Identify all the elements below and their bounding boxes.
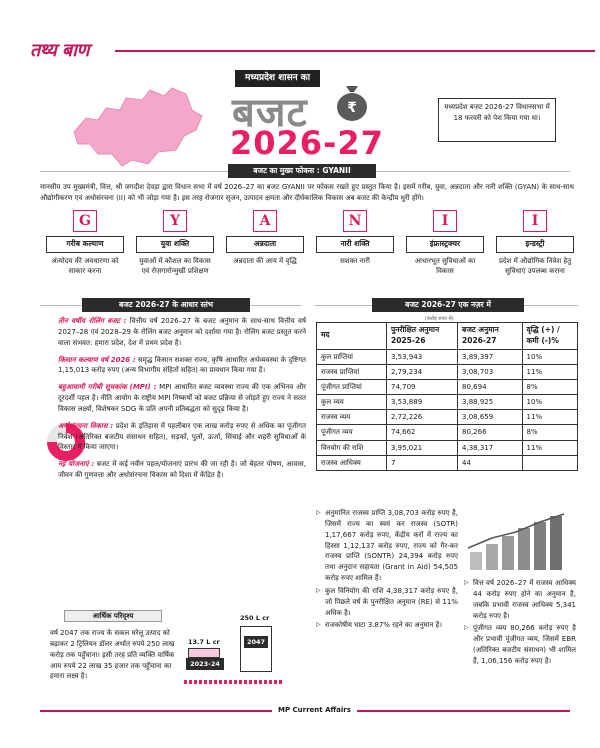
vision-text: वर्ष 2047 तक राज्य के सकल घरेलू उत्पाद को बढ़ाकर 2 ट्रिलियन डॉलर अर्थात रुपये 250 लाख करोड़ तक पहुँचाना। इसी तरह प्रति व्यक्ति वार्षिक आय रुपये 22 लाख 35 हजार तक पहुँचाना का हमारा लक्ष्य है। bbox=[50, 629, 175, 681]
table-cell: 4,38,317 bbox=[458, 440, 523, 455]
table-cell: 3,88,925 bbox=[458, 395, 523, 410]
table-cell: 8% bbox=[522, 380, 577, 395]
table-cell: 3,53,943 bbox=[387, 349, 458, 364]
pillar-title: इन्डस्ट्री bbox=[496, 236, 574, 253]
budget-year: 2026-27 bbox=[230, 124, 384, 162]
table-cell: पूंजीगत व्यय bbox=[317, 425, 387, 440]
table-cell: राजस्व व्यय bbox=[317, 410, 387, 425]
col-head-item: मद bbox=[317, 323, 387, 350]
bar-year-2047: 2047 bbox=[244, 636, 268, 648]
budget-table bbox=[316, 322, 578, 471]
table-row bbox=[317, 440, 578, 455]
table-cell: राजस्व आधिक्य bbox=[317, 455, 387, 470]
bullet-item: ▷ पूंजीगत व्यय 80,266 करोड़ रुपए है और प्रभावी पूंजीगत व्यय, जिसमें EBR (अतिरिक्त बजटीय संसाधन) भी शामिल हैं, 1,06,156 करोड़ रुपए है। bbox=[464, 623, 576, 666]
table-row bbox=[317, 425, 578, 440]
footer-label: MP Current Affairs bbox=[272, 705, 357, 715]
intro-paragraph: मानसीय उप मुख्यमंत्री, वित्त, श्री जगदीश देवड़ा द्वारा विधान सभा में वर्ष 2026–27 का बजट GYANII पर फोकस रखते हुए प्रस्तुत किया है। इसमें गरीब, युवा, अन्नदाता और नारी शक्ति (GYAN) के साथ-साथ औद्योगीकरण एवं अधोसंरचना (II) को भी जोड़ा गया है। इस तरह रोजगार सृजन, उत्पादन क्षमता और दीर्घकालिक विकास अब बजट की केन्द्रीय धुरी होंगे। bbox=[40, 183, 574, 202]
pillar-title: गरीब कल्याण bbox=[46, 236, 124, 253]
pillar-desc: युवाओं में कौशल का विकास एवं रोज़गारोन्मुखी प्रशिक्षण bbox=[139, 256, 211, 276]
table-cell: 80,694 bbox=[458, 380, 523, 395]
brand-bar bbox=[0, 42, 600, 62]
bar-value-label-2047: 250 L cr bbox=[240, 614, 270, 622]
pillar-title: इंफ्रास्ट्रक्चर bbox=[406, 236, 484, 253]
table-cell: कुल व्यय bbox=[317, 395, 387, 410]
table-header-row bbox=[317, 323, 578, 350]
gdp-bar-chart bbox=[184, 614, 288, 692]
table-cell: 3,08,703 bbox=[458, 364, 523, 379]
brand-rule bbox=[115, 50, 595, 52]
budget-title: बजट bbox=[232, 90, 308, 136]
table-cell: 11% bbox=[522, 410, 577, 425]
revenue-bullets bbox=[316, 508, 458, 633]
col-head-estimate: बजट अनुमान 2026-27 bbox=[458, 323, 523, 350]
table-cell: 3,89,397 bbox=[458, 349, 523, 364]
chart-baseline bbox=[184, 680, 284, 684]
table-cell: 74,662 bbox=[387, 425, 458, 440]
col-head-revised: पुनरीक्षित अनुमान 2025-26 bbox=[387, 323, 458, 350]
table-cell: 3,08,659 bbox=[458, 410, 523, 425]
table-row bbox=[317, 349, 578, 364]
para-kisan bbox=[58, 355, 306, 377]
pillar-yuva bbox=[136, 210, 214, 276]
pillar-desc: अंत्योदय की अवधारणा को साकार करना bbox=[51, 256, 119, 276]
pillar-desc: सशक्त नारी bbox=[340, 256, 370, 265]
table-cell: 74,709 bbox=[387, 380, 458, 395]
pillar-title: अन्नदाता bbox=[226, 236, 304, 253]
pillar-garib bbox=[46, 210, 124, 276]
pillar-letter: G bbox=[73, 210, 97, 232]
vision-heading: आर्थिक परिदृश्य bbox=[64, 610, 162, 622]
table-cell: 8% bbox=[522, 425, 577, 440]
para-infrastructure bbox=[58, 421, 306, 454]
table-cell: विनयोग की राशि bbox=[317, 440, 387, 455]
table-cell: 44 bbox=[458, 455, 523, 470]
bullet-item: ▷ अनुमानित राजस्व प्राप्ति 3,08,703 करोड़ रुपए है, जिसमें राज्य का स्वयं कर राजस्व (SOTR) 1,17,667 करोड़ रुपए, केंद्रीय करों में राज्य का हिस्सा 1,12,137 करोड़ रुपए, राज्य को गैर-कर राजस्व प्राप्ति (SONTR) 24,394 करोड़ रुपए तथा अनुदान सहायता (Grant in Aid) 54,505 करोड़ रुपए शामिल हैं। bbox=[316, 508, 458, 584]
pillar-letter: Y bbox=[163, 210, 187, 232]
table-cell: 2,72,226 bbox=[387, 410, 458, 425]
table-cell bbox=[522, 455, 577, 470]
table-cell: राजस्व प्राप्तियां bbox=[317, 364, 387, 379]
focus-banner: बजट का मुख्य फोकस : GYANII bbox=[228, 164, 376, 178]
super-title: मध्यप्रदेश शासन का bbox=[235, 70, 320, 87]
bar-2023 bbox=[188, 648, 220, 658]
para-body: समृद्ध किसान सशक्त राज्य, कृषि आधारित अर्थव्यवस्था के दृष्टिगत 1,15,013 करोड़ रुपए (अन्य विभागीय संहितों सहित) का प्रावधान किया गया है। bbox=[58, 355, 306, 375]
table-unit-note: (करोड़ रुपए में) bbox=[425, 316, 454, 322]
svg-text:₹: ₹ bbox=[347, 100, 357, 116]
para-highlight: अधोसंरचना विकास : bbox=[58, 421, 114, 430]
brand-logo: तथ्य बाण bbox=[30, 40, 89, 61]
pillar-letter: N bbox=[343, 210, 367, 232]
para-body: प्रदेश के इतिहास में पहलीबार एक लाख करोड़ रुपए से अधिक का पूंजीगत निवेश (अतिरिक्त बजटीय संसाधन सहित), सड़कों, पुलों, ऊर्जा, सिंचाई और शहरी सुविधाओं के विस्तार में किया जाएगा। bbox=[58, 421, 306, 452]
pillar-industry bbox=[496, 210, 574, 276]
para-highlight: नई योजनाएं : bbox=[58, 460, 95, 469]
table-cell: 2,79,234 bbox=[387, 364, 458, 379]
pillar-desc: प्रदेश में औद्योगिक निवेश हेतु सुविधाएं उपलब्ध कराना bbox=[498, 256, 572, 276]
table-row bbox=[317, 395, 578, 410]
pillar-annadata bbox=[226, 210, 304, 266]
para-body: बजट में कई नवीन पहल/योजनाएं प्रारंभ की जा रही है। जो बेहतर पोषण, आवास, जीवन की गुणवत्ता और अधोसंरचना विकास को दिशा में केंद्रित है। bbox=[58, 460, 306, 480]
pillar-title: नारी शक्ति bbox=[316, 236, 394, 253]
mp-map-icon bbox=[68, 80, 208, 170]
para-highlight: किसान कल्याण वर्ष 2026 : bbox=[58, 355, 136, 364]
table-cell: 10% bbox=[522, 349, 577, 364]
table-cell: 10% bbox=[522, 395, 577, 410]
para-rolling-budget bbox=[58, 316, 306, 349]
table-cell: 11% bbox=[522, 440, 577, 455]
bullet-item: ▷ कुल विनियोग की राशि 4,38,317 करोड़ रुपए है, जो पिछले वर्ष के पुनरीक्षित अनुमान (RE) से 11% अधिक है। bbox=[316, 586, 458, 619]
presentation-note: मध्यप्रदेश बजट 2026-27 विधानसभा में 18 फरवरी को पेश किया गया था। bbox=[438, 98, 556, 142]
table-cell: 11% bbox=[522, 364, 577, 379]
table-row bbox=[317, 455, 578, 470]
para-body: वित्तीय वर्ष 2026–27 के बजट अनुमान के साथ-साथ वित्तीय वर्ष 2027–28 एवं 2028–29 के रोलिंग बजट अनुमान को दर्शाया गया है। रोलिंग बजट प्रस्तुत करने वाला संभवत: हमारा प्रदेश, देश में प्रथम प्रदेश है। bbox=[58, 317, 306, 347]
para-mpi bbox=[58, 382, 306, 415]
pillar-letter: A bbox=[253, 210, 277, 232]
budget-pillars-text bbox=[58, 316, 306, 487]
bullet-item: ▷ राजकोषीय घाटा 3.87% रहने का अनुमान है। bbox=[316, 620, 458, 631]
para-new-schemes bbox=[58, 459, 306, 481]
table-cell: 80,266 bbox=[458, 425, 523, 440]
pillar-desc: अन्नदाता की आय में वृद्धि bbox=[233, 256, 297, 265]
col-head-change: वृद्धि (+) / कमी (-)% bbox=[522, 323, 577, 350]
para-body: MPI आधारित बजट व्यवस्था राज्य की एक अभिनव और दूरदर्शी पहल है। नीति आयोग के राष्ट्रीय MPI निष्कर्षों को बजट प्रक्रिया से जोड़ते हुए राज्य ने सतत विकास लक्ष्यों, विशेषकर SDG के प्रति अपनी प्रतिबद्धता को सुदृढ़ किया है। bbox=[58, 383, 306, 413]
bar-2047 bbox=[240, 626, 272, 672]
table-cell: 3,53,889 bbox=[387, 395, 458, 410]
bullet-item: ▷ वित्त वर्ष 2026–27 में राजस्व आधिक्य 44 करोड़ रुपए होने का अनुमान है, जबकि प्रभावी राजस्व आधिक्य 5,341 करोड़ रुपए है। bbox=[464, 578, 576, 621]
table-row bbox=[317, 410, 578, 425]
page-footer bbox=[40, 706, 570, 716]
pillar-infrastructure bbox=[406, 210, 484, 276]
bar-value-label-2023: 13.7 L cr bbox=[188, 638, 220, 646]
table-row bbox=[317, 380, 578, 395]
pillar-title: युवा शक्ति bbox=[136, 236, 214, 253]
pillar-desc: आधारभूत सुविधाओं का विकास bbox=[414, 256, 476, 276]
table-cell: 7 bbox=[387, 455, 458, 470]
coin-stacks-icon bbox=[464, 512, 574, 574]
pillar-letter: I bbox=[523, 210, 547, 232]
pillar-nari bbox=[316, 210, 394, 266]
money-bag-icon bbox=[334, 80, 370, 122]
table-cell: 3,95,021 bbox=[387, 440, 458, 455]
table-row bbox=[317, 364, 578, 379]
gyanii-pillars bbox=[40, 210, 580, 295]
surplus-bullets bbox=[464, 578, 576, 669]
left-section-heading: बजट 2026-27 के आधार स्तंभ bbox=[82, 298, 250, 312]
table-cell: पूंजीगत प्राप्तियां bbox=[317, 380, 387, 395]
table-cell: कुल प्राप्तियां bbox=[317, 349, 387, 364]
para-highlight: बहुआयामी गरीबी सूचकांक (MPI) : bbox=[58, 383, 157, 392]
para-highlight: तीन वर्षीय रोलिंग बजट : bbox=[58, 317, 127, 325]
bar-year-2023: 2023-24 bbox=[186, 658, 224, 670]
right-section-heading: बजट 2026-27 एक नज़र में bbox=[372, 298, 524, 312]
pillar-letter: I bbox=[433, 210, 457, 232]
